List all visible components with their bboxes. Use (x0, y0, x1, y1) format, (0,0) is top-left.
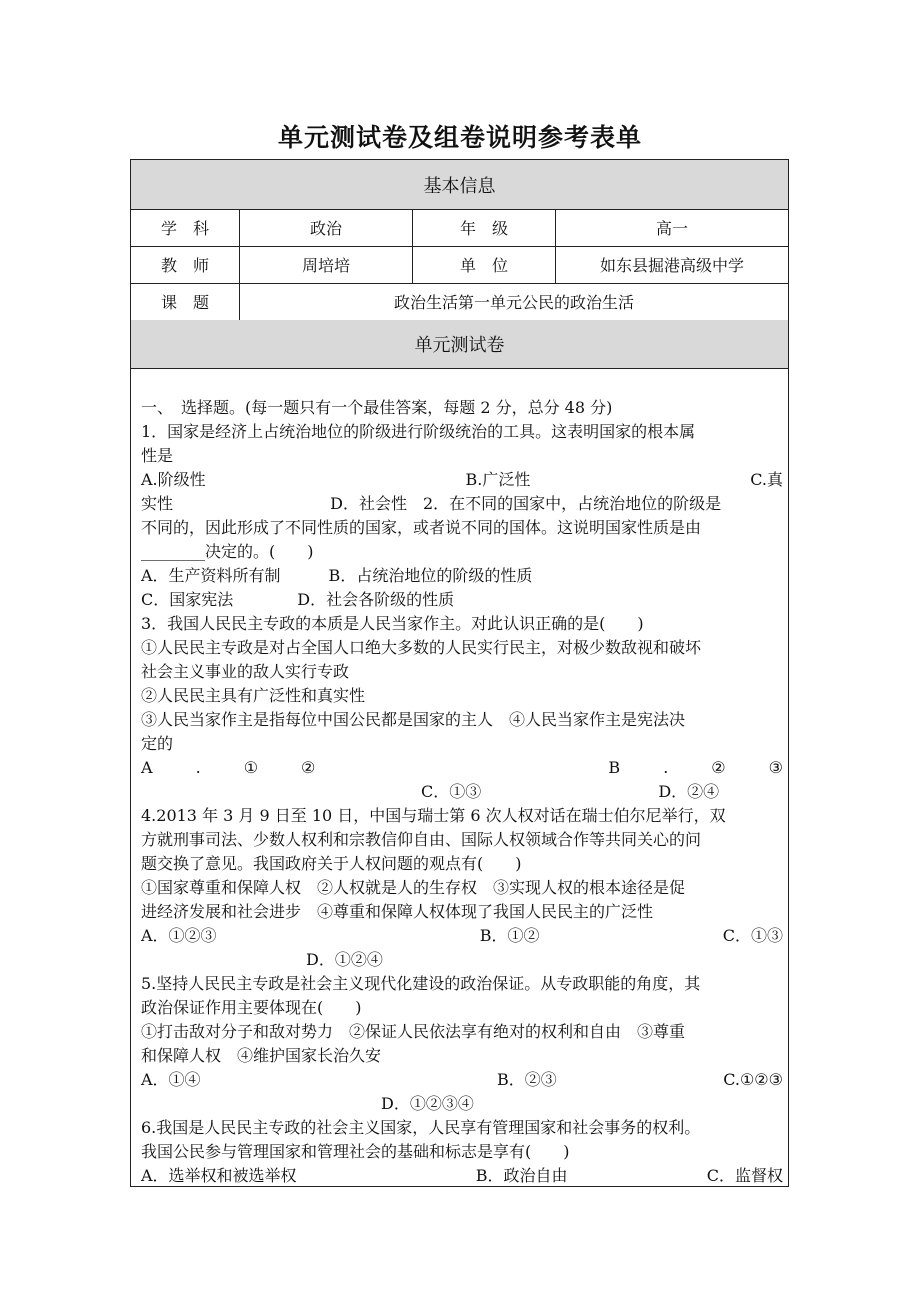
info-row-subject (131, 209, 788, 247)
option-a: A．①②③ (141, 926, 217, 945)
text-line: 进经济发展和社会进步 ④尊重和保障人权体现了我国人民民主的广泛性 (141, 902, 654, 921)
text-line: 一、 选择题。(每一题只有一个最佳答案，每题 2 分，总分 48 分) (141, 398, 613, 417)
text-line: 定的 (141, 734, 174, 753)
option-d: D．②④ (658, 782, 720, 801)
text-line: ③人民当家作主是指每位中国公民都是国家的主人 ④人民当家作主是宪法决 (141, 710, 686, 729)
option-d: D．①②④ (306, 950, 383, 969)
text-line: 和保障人权 ④维护国家长治久安 (141, 1046, 382, 1065)
options-line (141, 1164, 783, 1188)
option-c: C.①②③ (723, 1070, 783, 1089)
teacher-label: 教 师 (131, 246, 240, 283)
option-b: B.广泛性 (465, 470, 531, 489)
text-line: 方就刑事司法、少数人权利和宗教信仰自由、国际人权领域合作等共同关心的问 (141, 830, 702, 849)
text-fragment: A (141, 758, 153, 777)
options-line (141, 780, 783, 804)
option-a: A．选举权和被选举权 (141, 1166, 297, 1185)
text-fragment: 实性 (141, 494, 174, 513)
option-d: D．①②③④ (381, 1094, 474, 1113)
unit-label: 单 位 (413, 246, 556, 283)
options-line (141, 756, 783, 780)
text-line: A．生产资料所有制 B．占统治地位的阶级的性质 (141, 566, 533, 585)
subject-value: 政治 (240, 209, 413, 246)
basic-info-header: 基本信息 (131, 160, 788, 210)
option-a: A．①④ (141, 1070, 201, 1089)
text-line: 政治保证作用主要体现在( ) (141, 998, 362, 1017)
option-c: C．①③ (722, 926, 783, 945)
option-c: C.真 (750, 470, 783, 489)
options-line (141, 468, 783, 492)
form-table (130, 159, 789, 1187)
text-line: 3．我国人民民主专政的本质是人民当家作主。对此认识正确的是( ) (141, 614, 644, 633)
text-fragment: ① (243, 758, 259, 777)
option-b: B．①② (479, 926, 540, 945)
text-line: 5.坚持人民民主专政是社会主义现代化建设的政治保证。从专政职能的角度，其 (141, 974, 701, 993)
subject-label: 学 科 (131, 209, 240, 246)
text-line: ②人民民主具有广泛性和真实性 (141, 686, 366, 705)
topic-value: 政治生活第一单元公民的政治生活 (393, 293, 634, 312)
text-fragment: . (195, 758, 201, 777)
page-title: 单元测试卷及组卷说明参考表单 (277, 123, 642, 152)
text-fragment: B (608, 758, 621, 777)
options-line (141, 924, 783, 948)
text-fragment: . (663, 758, 669, 777)
text-fragment: ③ (768, 758, 783, 777)
text-fragment: ② (711, 758, 726, 777)
grade-label: 年 级 (413, 209, 556, 246)
option-b: B．政治自由 (475, 1166, 568, 1185)
text-line: 题交换了意见。我国政府关于人权问题的观点有( ) (141, 854, 522, 873)
text-line: 6.我国是人民民主专政的社会主义国家，人民享有管理国家和社会事务的权利。 (141, 1118, 701, 1137)
teacher-value: 周培培 (240, 246, 413, 283)
text-line: 1．国家是经济上占统治地位的阶级进行阶级统治的工具。这表明国家的根本属 (141, 422, 696, 441)
text-fragment: D．社会性 2．在不同的国家中，占统治地位的阶级是 (330, 494, 722, 513)
text-line: ①打击敌对分子和敌对势力 ②保证人民依法享有绝对的权利和自由 ③尊重 (141, 1022, 686, 1041)
test-content (141, 396, 783, 1188)
info-row-topic (131, 283, 788, 321)
text-line: ①国家尊重和保障人权 ②人权就是人的生存权 ③实现人权的根本途径是促 (141, 878, 686, 897)
text-fragment: ② (301, 758, 316, 777)
options-line (141, 492, 783, 516)
topic-label: 课 题 (131, 283, 240, 320)
test-header: 单元测试卷 (131, 320, 788, 369)
option-c: C．监督权 (706, 1166, 783, 1185)
option-b: B．②③ (497, 1070, 557, 1089)
text-line: 不同的，因此形成了不同性质的国家，或者说不同的国体。这说明国家性质是由 (141, 518, 702, 537)
unit-value: 如东县掘港高级中学 (599, 256, 744, 275)
text-line: ________决定的。( ) (141, 542, 314, 561)
options-line (141, 1068, 783, 1092)
info-row-teacher (131, 246, 788, 284)
option-a: A.阶级性 (141, 470, 206, 489)
text-line: 社会主义事业的敌人实行专政 (141, 662, 350, 681)
options-line (141, 1092, 783, 1116)
text-line: 我国公民参与管理国家和管理社会的基础和标志是享有( ) (141, 1142, 570, 1161)
grade-value: 高一 (655, 219, 688, 238)
text-line: C．国家宪法 D．社会各阶级的性质 (141, 590, 455, 609)
text-line: 性是 (141, 446, 174, 465)
options-line (141, 948, 783, 972)
option-c: C．①③ (421, 782, 482, 801)
text-line: ①人民民主专政是对占全国人口绝大多数的人民实行民主，对极少数敌视和破坏 (141, 638, 702, 657)
text-line: 4.2013 年 3 月 9 日至 10 日，中国与瑞士第 6 次人权对话在瑞士伯尔尼举行，双 (141, 806, 726, 825)
